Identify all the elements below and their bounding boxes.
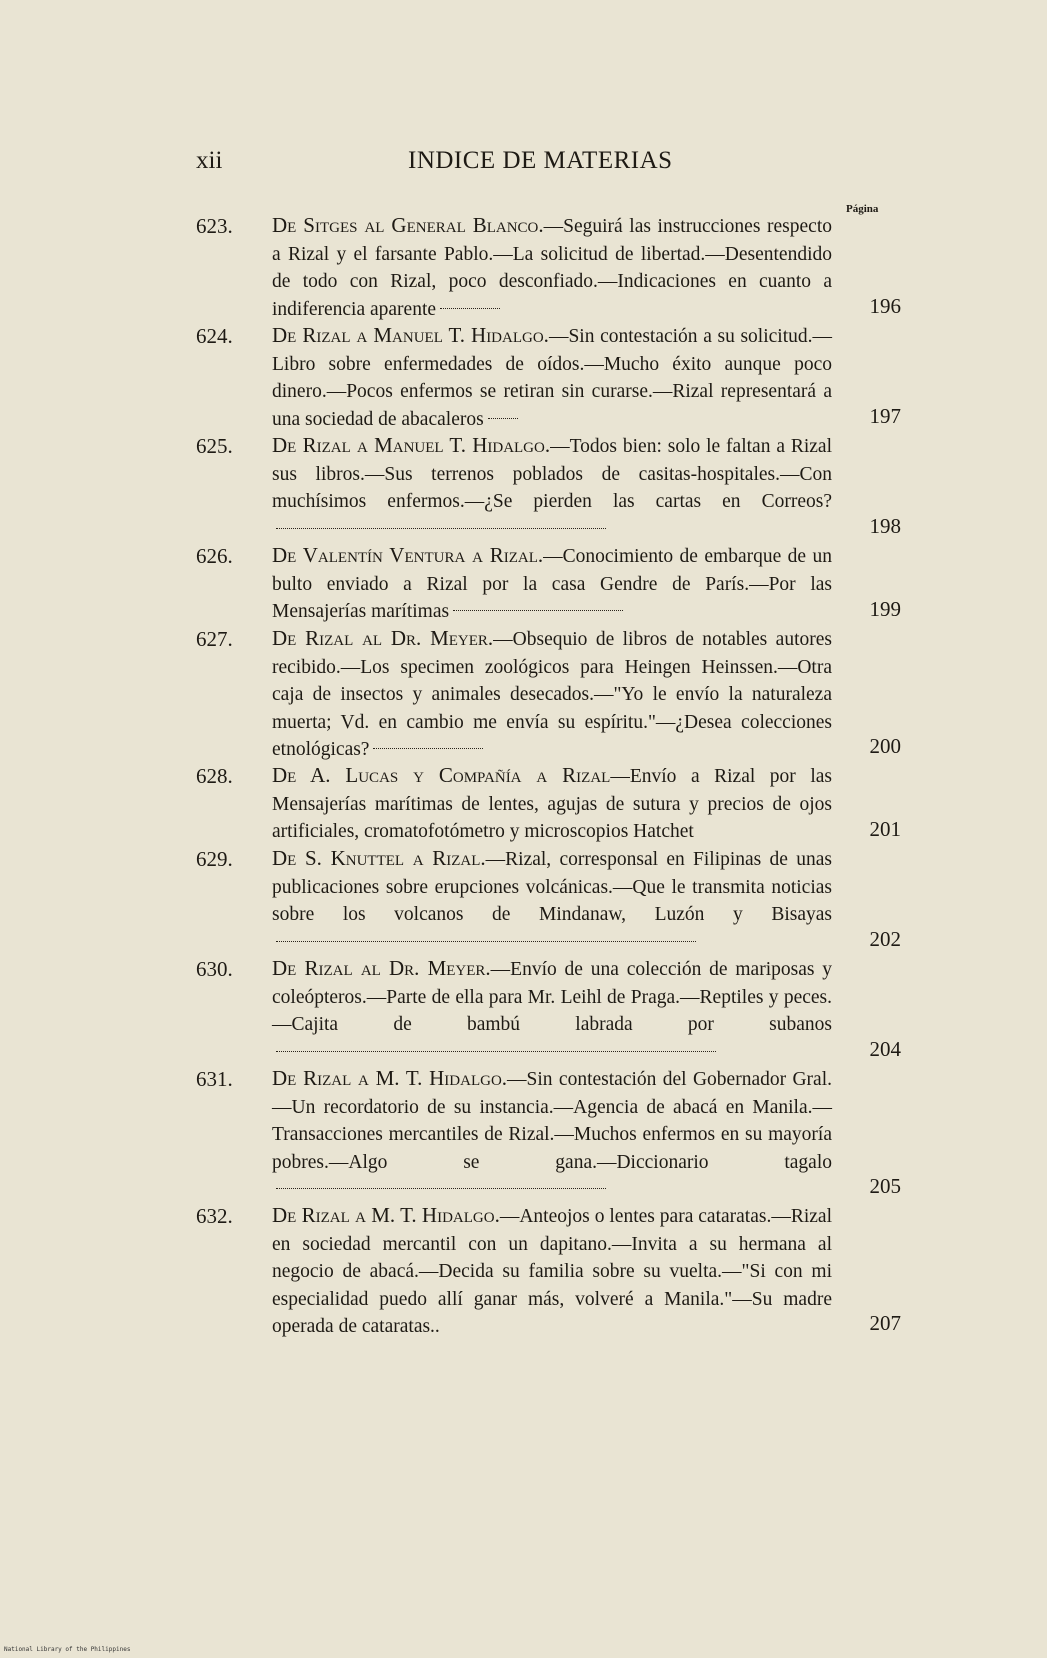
entry-heading: De Rizal a M. T. Hidalgo. xyxy=(272,1066,508,1090)
entry-number: 628. xyxy=(196,764,233,788)
entry-624 xyxy=(196,322,901,432)
dot-leader xyxy=(276,1188,606,1189)
entry-page: 198 xyxy=(869,514,901,538)
running-title: INDICE DE MATERIAS xyxy=(408,147,673,174)
entry-page: 196 xyxy=(869,294,901,318)
entry-heading: De Rizal a M. T. Hidalgo. xyxy=(272,1203,500,1227)
entry-text: —Anteojos o lentes para cataratas.—Rizal en sociedad mercantil con un dapitano.—Invita a su hermana al negocio de abacá.—Decida su familia sobre su vuelta.—"Si con mi especialidad puedo allí ganar más, volveré a Manila."—Su madre operada de cataratas.. xyxy=(272,1206,832,1338)
entry-text: —Todos bien: solo le faltan a Rizal sus libros.—Sus terrenos poblados de casitas-hospitales.—Con muchísimos enfermos.—¿Se pierden las cartas en Correos? xyxy=(272,436,833,513)
entry-heading: De Rizal a Manuel T. Hidalgo. xyxy=(272,323,549,347)
entry-629 xyxy=(196,845,901,955)
library-watermark: National Library of the Philippines xyxy=(4,1646,131,1653)
entry-text: —Seguirá las instrucciones respecto a Rizal y el farsante Pablo.—La solicitud de libertad.—Desentendido de todo con Rizal, poco desconfiado.—Indicaciones en cuanto a indiferencia aparente xyxy=(272,216,832,320)
entry-list xyxy=(196,212,901,1339)
entry-page: 201 xyxy=(869,817,901,841)
dot-leader xyxy=(373,748,483,749)
entry-heading: De Rizal a Manuel T. Hidalgo. xyxy=(272,433,551,457)
entry-text: —Envío a Rizal por las Mensajerías marítimas de lentes, agujas de sutura y precios de ojos artificiales, cromatofotómetro y microscopios Hatchet xyxy=(272,766,832,843)
entry-page: 199 xyxy=(869,597,901,621)
entry-text: —Rizal, corresponsal en Filipinas de unas publicaciones sobre erupciones volcánicas.—Que le transmita noticias sobre los volcanos de Mindanaw, Luzón y Bisayas xyxy=(272,849,833,926)
dot-leader xyxy=(453,610,623,611)
entry-632 xyxy=(196,1202,901,1339)
entry-number: 629. xyxy=(196,847,233,871)
dot-leader xyxy=(276,941,696,942)
entry-number: 623. xyxy=(196,214,233,238)
entry-text: —Sin contestación a su solicitud.—Libro sobre enfermedades de oídos.—Mucho éxito aunque poco dinero.—Pocos enfermos se retiran sin curarse.—Rizal representará a una sociedad de abacaleros xyxy=(272,326,833,430)
entry-heading: De A. Lucas y Compañía a Rizal xyxy=(272,763,611,787)
page-header xyxy=(0,147,1047,181)
entry-627 xyxy=(196,625,901,762)
page-folio: xii xyxy=(196,147,223,174)
entry-number: 625. xyxy=(196,434,233,458)
entry-page: 200 xyxy=(869,734,901,758)
entry-heading: De Sitges al General Blanco. xyxy=(272,213,544,237)
entry-number: 632. xyxy=(196,1204,233,1228)
entry-628 xyxy=(196,762,901,845)
entry-number: 630. xyxy=(196,957,233,981)
dot-leader xyxy=(276,1051,716,1052)
entry-heading: De S. Knuttel a Rizal. xyxy=(272,846,486,870)
entry-625 xyxy=(196,432,901,542)
dot-leader xyxy=(276,528,606,529)
pagina-label: Página xyxy=(846,203,879,215)
entry-text: —Conocimiento de embarque de un bulto enviado a Rizal por la casa Gendre de París.—Por las Mensajerías marítimas xyxy=(272,546,832,623)
entry-page: 197 xyxy=(869,404,901,428)
entry-heading: De Valentín Ventura a Rizal. xyxy=(272,543,544,567)
entry-page: 202 xyxy=(869,927,901,951)
entry-page: 204 xyxy=(869,1037,901,1061)
entry-page: 205 xyxy=(869,1174,901,1198)
entry-630 xyxy=(196,955,901,1065)
entry-text: —Sin contestación del Gobernador Gral.—Un recordatorio de su instancia.—Agencia de abacá en Manila.—Transacciones mercantiles de Rizal.—Muchos enfermos en su mayoría pobres.—Algo se gana.—Diccionario tagalo xyxy=(272,1069,832,1173)
entry-heading: De Rizal al Dr. Meyer. xyxy=(272,626,494,650)
entry-page: 207 xyxy=(869,1311,901,1335)
entry-text: —Obsequio de libros de notables autores recibido.—Los specimen zoológicos para Heingen Heinssen.—Otra caja de insectos y animales desecados.—"Yo le envío la naturaleza muerta; Vd. en cambio me envía su espíritu."—¿Desea colecciones etnológicas? xyxy=(272,629,832,761)
entry-623 xyxy=(196,212,901,322)
entry-number: 626. xyxy=(196,544,233,568)
entry-626 xyxy=(196,542,901,625)
dot-leader xyxy=(488,418,518,419)
entry-text: —Envío de una colección de mariposas y coleópteros.—Parte de ella para Mr. Leihl de Praga.—Reptiles y peces.—Cajita de bambú labrada por subanos xyxy=(272,959,832,1036)
entry-631 xyxy=(196,1065,901,1202)
entry-number: 624. xyxy=(196,324,233,348)
entry-number: 631. xyxy=(196,1067,233,1091)
entry-heading: De Rizal al Dr. Meyer. xyxy=(272,956,491,980)
entry-number: 627. xyxy=(196,627,233,651)
dot-leader xyxy=(440,308,500,309)
